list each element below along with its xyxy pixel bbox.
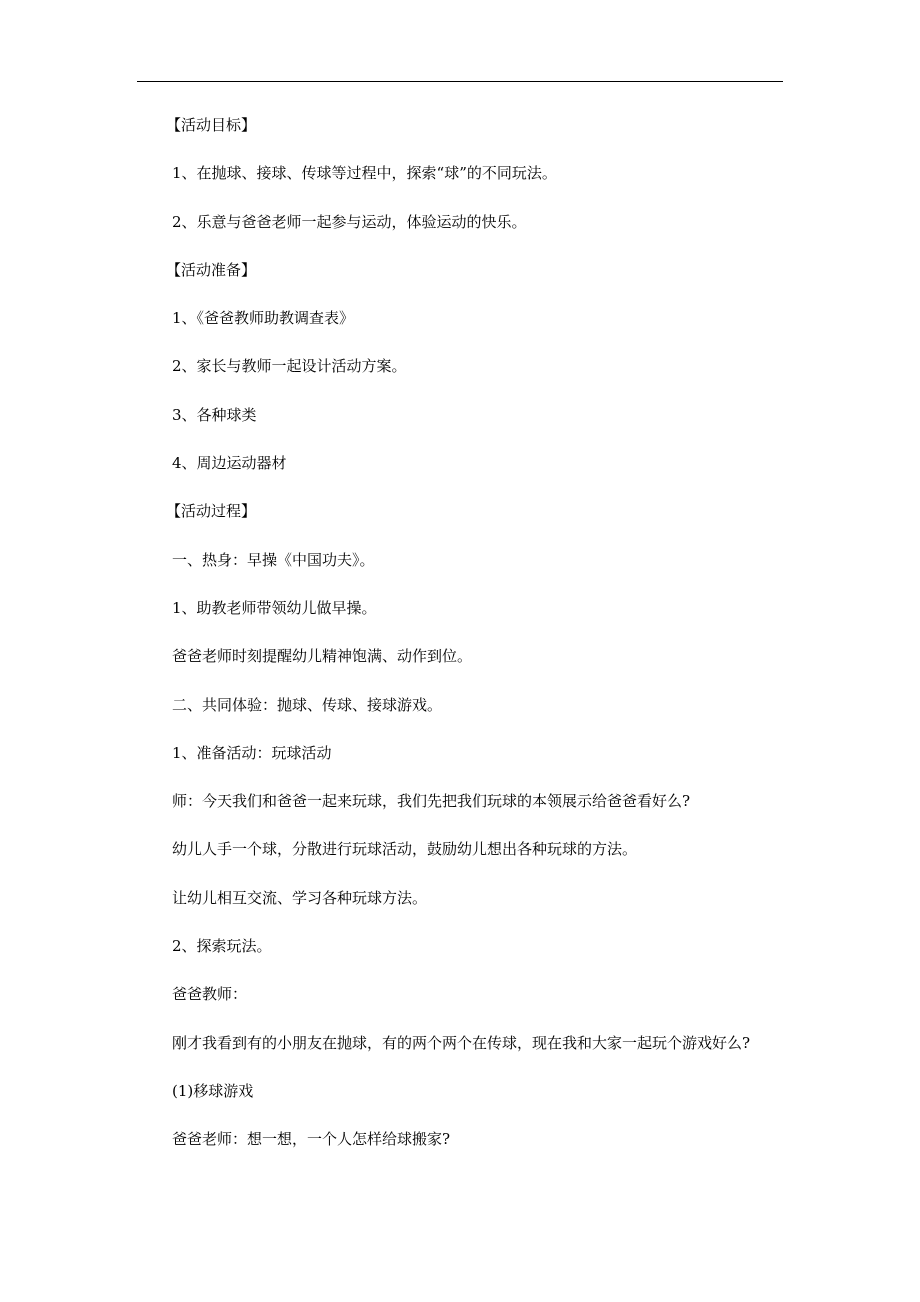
paragraph: (1)移球游戏 bbox=[172, 1081, 254, 1100]
paragraph: 幼儿人手一个球，分散进行玩球活动，鼓励幼儿想出各种玩球的方法。 bbox=[172, 840, 638, 859]
paragraph: 3、各种球类 bbox=[172, 405, 257, 424]
paragraph: 2、探索玩法。 bbox=[172, 937, 272, 956]
paragraph: 爸爸教师： bbox=[172, 985, 248, 1004]
paragraph: 爸爸老师：想一想，一个人怎样给球搬家? bbox=[172, 1130, 451, 1149]
header-rule bbox=[137, 81, 783, 82]
paragraph: 让幼儿相互交流、学习各种玩球方法。 bbox=[172, 888, 428, 907]
section-heading-process: 【活动过程】 bbox=[166, 502, 257, 521]
section-heading-goals: 【活动目标】 bbox=[166, 116, 257, 134]
paragraph: 师：今天我们和爸爸一起来玩球，我们先把我们玩球的本领展示给爸爸看好么? bbox=[172, 792, 691, 811]
section-heading-preparation: 【活动准备】 bbox=[166, 260, 257, 279]
paragraph: 爸爸老师时刻提醒幼儿精神饱满、动作到位。 bbox=[172, 647, 473, 666]
paragraph: 1、助教老师带领幼儿做早操。 bbox=[172, 598, 377, 617]
paragraph: 一、热身：早操《中国功夫》。 bbox=[172, 550, 375, 569]
paragraph: 1、《爸爸教师助教调查表》 bbox=[172, 309, 355, 328]
paragraph: 2、乐意与爸爸老师一起参与运动，体验运动的快乐。 bbox=[172, 212, 527, 231]
paragraph: 1、准备活动：玩球活动 bbox=[172, 743, 332, 762]
paragraph: 刚才我看到有的小朋友在抛球，有的两个两个在传球，现在我和大家一起玩个游戏好么? bbox=[172, 1033, 751, 1052]
paragraph: 4、周边运动器材 bbox=[172, 454, 287, 473]
paragraph: 二、共同体验：抛球、传球、接球游戏。 bbox=[172, 695, 443, 714]
document-body bbox=[166, 113, 792, 1176]
paragraph: 1、在抛球、接球、传球等过程中，探索“球”的不同玩法。 bbox=[172, 164, 557, 183]
paragraph: 2、家长与教师一起设计活动方案。 bbox=[172, 357, 407, 376]
